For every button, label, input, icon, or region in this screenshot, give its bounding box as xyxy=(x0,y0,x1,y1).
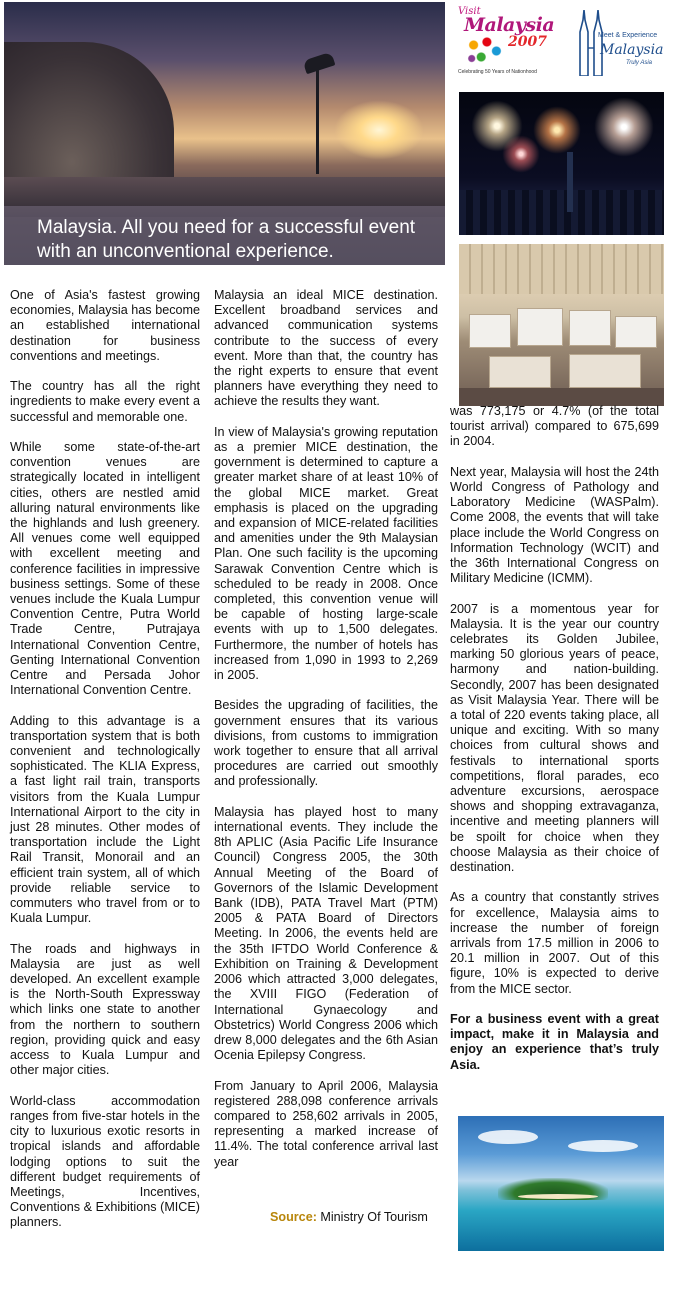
paragraph: World-class accommodation ranges from five-star hotels in the city to luxurious exotic resorts in tropical islands and affordable lodging options to suit the different budget requirements of Meetings, Incentives, Conventions & Exhibitions (MICE) planners. xyxy=(10,1093,200,1230)
exhibition-hall-photo xyxy=(459,244,664,406)
hero-caption-band xyxy=(4,206,445,265)
hero-photo xyxy=(4,2,445,265)
hall-ceiling xyxy=(459,244,664,294)
article-column-2 xyxy=(214,288,438,1170)
visit-malaysia-name: Malaysia xyxy=(464,14,555,36)
firework-burst xyxy=(499,132,543,176)
exhibition-booth xyxy=(489,356,551,388)
tropical-island-photo xyxy=(458,1116,664,1251)
beach xyxy=(518,1194,598,1199)
article-column-1 xyxy=(10,288,200,1231)
paragraph: Next year, Malaysia will host the 24th World Congress of Pathology and Laboratory Medicine (WASPalm). Come 2008, the events that will take place include the World Congress on Information Technology (WCIT) and the 36th International Congress on Military Medicine (ICMM). xyxy=(450,464,659,586)
meet-malaysia-logo xyxy=(570,6,666,80)
city-skyline xyxy=(459,190,664,235)
paragraph: Besides the upgrading of facilities, the government ensures that its various divisions, from customs to immigration work together to ensure that all arrival procedures are carried out smoothly and professionally. xyxy=(214,698,438,789)
paragraph: As a country that constantly strives for excellence, Malaysia aims to increase the number of foreign arrivals from 17.5 million in 2006 to 20.1 million in 2007. Out of this figure, 10% is expected to derive from the MICE sector. xyxy=(450,890,659,996)
source-credit xyxy=(270,1210,428,1224)
exhibition-booth xyxy=(569,310,611,346)
convention-centre-building xyxy=(4,42,174,192)
fireworks-photo xyxy=(459,92,664,235)
meet-malaysia-line1: Meet & Experience xyxy=(598,32,658,39)
closing-statement: For a business event with a great impact, make it in Malaysia and enjoy an experience that’s truly Asia. xyxy=(450,1012,659,1072)
visit-malaysia-year: 2007 xyxy=(508,34,547,50)
paragraph: The country has all the right ingredients to make every event a successful and memorable one. xyxy=(10,379,200,424)
source-label: Source: xyxy=(270,1210,317,1224)
paragraph: While some state-of-the-art convention venues are strategically located in intelligent cities, others are nestled amid alluring natural environments like the highlands and lush greenery. All venues come well equipped with excellent meeting and conference facilities in impressive business settings. Some of these venues include the Kuala Lumpur Convention Centre, Putra World Trade Centre, Putrajaya International Convention Centre, Genting International Convention Centre and Persada Johor International Convention Centre. xyxy=(10,440,200,698)
sunset-glow xyxy=(334,100,424,160)
tower-silhouette xyxy=(567,152,573,212)
street-lamp-head xyxy=(303,52,336,75)
meet-malaysia-tagline: Truly Asia xyxy=(626,60,653,66)
visit-malaysia-visit: Visit xyxy=(458,6,481,17)
exhibition-booth xyxy=(469,314,511,348)
source-text: Ministry Of Tourism xyxy=(320,1210,428,1224)
paragraph: 2007 is a momentous year for Malaysia. It is the year our country celebrates its Golden Jubilee, marking 50 glorious years of peace, harmony and nation-building. Secondly, 2007 has been designated as Visit Malaysia Year. There will be a total of 220 events taking place, all unique and exciting. With so many choices from cultural shows and festivals to international sports competitions, floral parades, eco adventure excursions, aerospace shows and shopping extravaganza, incentive and meeting planners will be spoilt for choice when they choose Malaysia as their choice of destination. xyxy=(450,601,659,875)
street-lamp-pole xyxy=(316,64,319,174)
paragraph: One of Asia's fastest growing economies, Malaysia has become an established international destination for business conventions and meetings. xyxy=(10,288,200,363)
paragraph: The roads and highways in Malaysia are just as well developed. An excellent example is the North-South Expressway which links one state to another from the northern to southern region, providing quick and easy access to Kuala Lumpur and other major cities. xyxy=(10,941,200,1078)
visit-malaysia-emblem-icon xyxy=(466,36,504,66)
exhibition-booth xyxy=(615,316,657,348)
firework-burst xyxy=(589,92,659,162)
visit-malaysia-tagline: Celebrating 50 Years of Nationhood xyxy=(458,69,537,75)
exhibition-booth xyxy=(569,354,641,388)
paragraph: Adding to this advantage is a transportation system that is both convenient and technologically sophisticated. The KLIA Express, a fast light rail train, transports visitors from the Kuala Lumpur International Airport to the city in just 28 minutes. Other modes of transportation include the Light Rail Transit, Monorail and an efficient train system, all of which provide reliable service to commuters who travel from or to Kuala Lumpur. xyxy=(10,713,200,926)
exhibition-booth xyxy=(517,308,563,346)
article-column-3 xyxy=(450,404,659,1073)
paragraph: In view of Malaysia's growing reputation as a premier MICE destination, the government is determined to capture a greater market share of at least 10% of the global MICE market. Great emphasis is placed on the upgrading and expansion of MICE-related facilities and amenities under the 9th Malaysian Plan. One such facility is the upcoming Sarawak Convention Centre which is scheduled to be ready in 2008. Once completed, this convention venue will be capable of hosting large-scale events with up to 1,500 delegates. Furthermore, the number of hotels has increased from 1,090 in 1993 to 2,269 in 2005. xyxy=(214,424,438,683)
visit-malaysia-logo xyxy=(458,6,555,80)
hero-caption: Malaysia. All you need for a successful event with an unconventional experience. xyxy=(37,217,416,262)
paragraph: From January to April 2006, Malaysia registered 288,098 conference arrivals compared to 258,602 arrivals in 2005, representing a marked increase of 11.4%. The total conference arrival last year xyxy=(214,1078,438,1169)
paragraph: Malaysia has played host to many international events. They include the 8th APLIC (Asia Pacific Life Insurance Council) Congress 2005, the 30th Annual Meeting of the Board of Governors of the Islamic Development Bank (IDB), PATA Travel Mart (PTM) 2005 & PATA Board of Directors Meeting. In 2006, the events held are the 35th IFTDO World Conference & Exhibition on Training & Development 2006 which attracted 3,000 delegates, the XVIII FIGO (Federation of International Gynaecology and Obstetrics) World Congress 2006 which drew 8,000 delegates and the 6th Asian Ocenia Epilepsy Congress. xyxy=(214,804,438,1063)
paragraph: Malaysia an ideal MICE destination. Excellent broadband services and advanced communication systems contribute to the success of every event. More than that, the country has the right experts to ensure that event planners have everything they need to achieve the results they want. xyxy=(214,288,438,409)
cloud xyxy=(568,1140,638,1152)
cloud xyxy=(478,1130,538,1144)
paragraph: was 773,175 or 4.7% (of the total tourist arrival) compared to 675,699 in 2004. xyxy=(450,404,659,449)
meet-malaysia-name: Malaysia xyxy=(600,42,664,58)
